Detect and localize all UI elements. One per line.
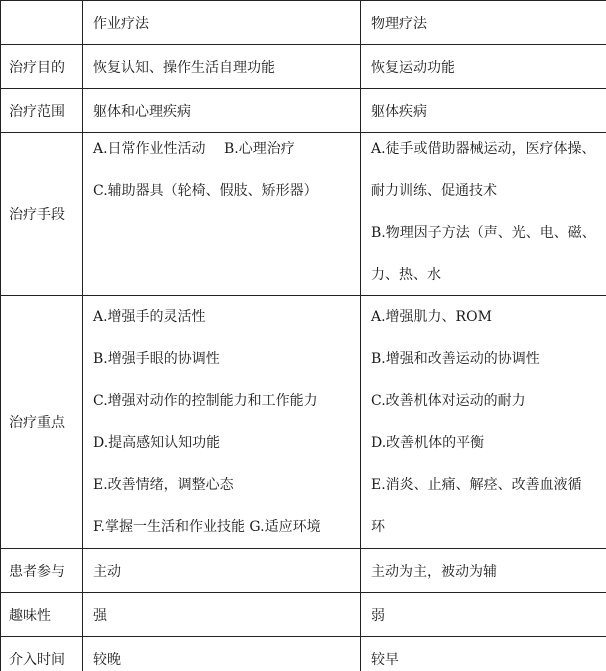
pt-means-line: 力、热、水	[371, 267, 441, 283]
ot-means-line: C.辅助器具（轮椅、假肢、矫形器）	[93, 183, 318, 199]
table-row-participation	[1, 549, 606, 593]
row-label-interest: 趣味性	[1, 593, 83, 637]
pt-interest: 弱	[361, 593, 606, 637]
ot-focus-line: D.提高感知认知功能	[93, 434, 221, 451]
table-row-purpose	[1, 45, 606, 89]
pt-focus-line: 环	[371, 518, 385, 535]
ot-timing: 较晚	[83, 637, 361, 671]
pt-means-line: 耐力训练、促通技术	[371, 183, 497, 199]
row-label-focus: 治疗重点	[1, 296, 83, 549]
ot-scope: 躯体和心理疾病	[83, 89, 361, 133]
pt-means-line: A.徒手或借助器械运动，医疗体操、	[371, 141, 596, 157]
row-label-purpose: 治疗目的	[1, 45, 83, 89]
table-row-focus	[1, 296, 606, 549]
pt-focus	[361, 296, 606, 549]
table-header-row	[1, 1, 606, 45]
row-label-means: 治疗手段	[1, 133, 83, 296]
pt-purpose: 恢复运动功能	[361, 45, 606, 89]
row-label-participation: 患者参与	[1, 549, 83, 593]
ot-focus-line: A.增强手的灵活性	[93, 308, 206, 325]
pt-focus-line: C.改善机体对运动的耐力	[371, 392, 526, 409]
table-row-scope	[1, 89, 606, 133]
pt-means-line: B.物理因子方法（声、光、电、磁、	[371, 225, 596, 241]
header-pt: 物理疗法	[361, 1, 606, 45]
ot-focus-line: E.改善情绪，调整心态	[93, 476, 234, 493]
ot-means	[83, 133, 361, 296]
pt-focus-line: A.增强肌力、ROM	[371, 308, 492, 325]
table-row-timing	[1, 637, 606, 671]
ot-purpose: 恢复认知、操作生活自理功能	[83, 45, 361, 89]
ot-focus-line: B.增强手眼的协调性	[93, 350, 220, 367]
pt-scope: 躯体疾病	[361, 89, 606, 133]
ot-focus-line: C.增强对动作的控制能力和工作能力	[93, 392, 318, 409]
ot-focus	[83, 296, 361, 549]
table-row-means	[1, 133, 606, 296]
pt-focus-line: B.增强和改善运动的协调性	[371, 350, 540, 367]
ot-participation: 主动	[83, 549, 361, 593]
ot-means-line: A.日常作业性活动 B.心理治疗	[93, 141, 295, 157]
row-label-scope: 治疗范围	[1, 89, 83, 133]
pt-means	[361, 133, 606, 296]
pt-focus-line: E.消炎、止痛、解痉、改善血液循	[371, 476, 582, 493]
table-row-interest	[1, 593, 606, 637]
header-ot: 作业疗法	[83, 1, 361, 45]
pt-focus-line: D.改善机体的平衡	[371, 434, 485, 451]
row-label-timing: 介入时间	[1, 637, 83, 671]
pt-participation: 主动为主，被动为辅	[361, 549, 606, 593]
pt-timing: 较早	[361, 637, 606, 671]
ot-interest: 强	[83, 593, 361, 637]
header-corner-cell	[1, 1, 83, 45]
ot-focus-line: F.掌握一生活和作业技能 G.适应环境	[93, 518, 321, 535]
